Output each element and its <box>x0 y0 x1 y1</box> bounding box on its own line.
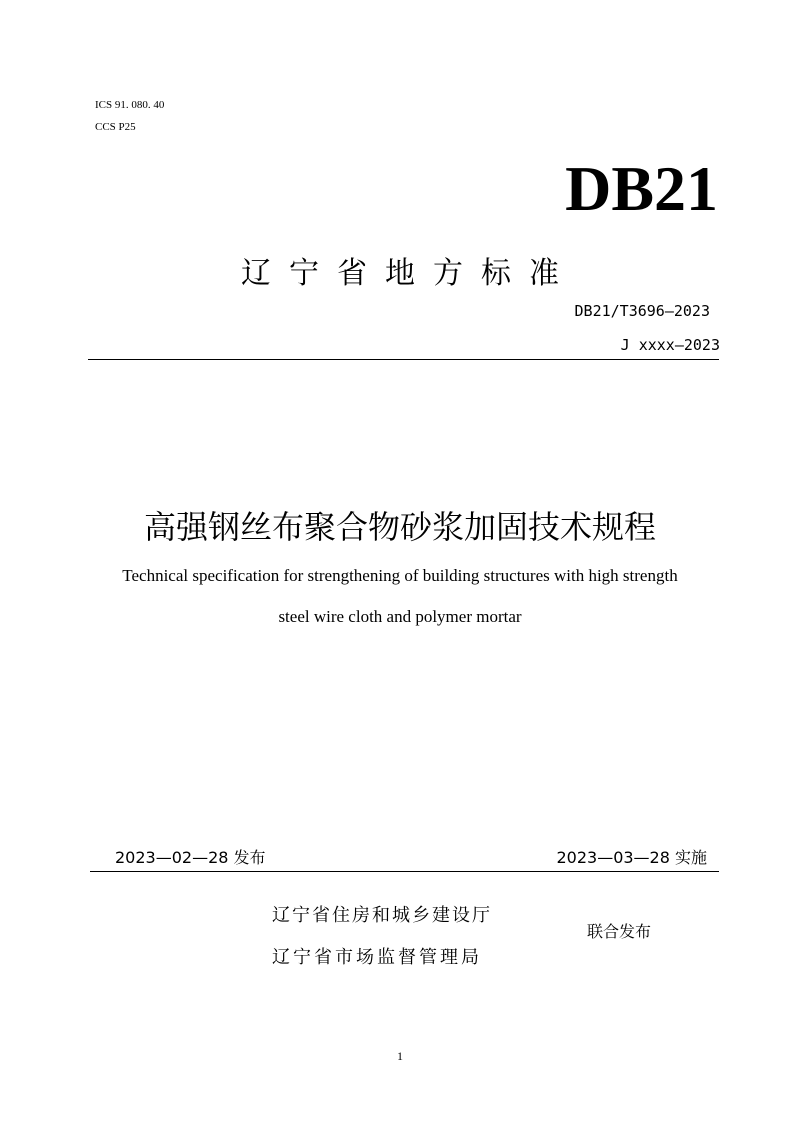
page-number: 1 <box>397 1049 403 1063</box>
footer-divider <box>90 871 719 872</box>
document-title-chinese: 高强钢丝布聚合物砂浆加固技术规程 <box>143 508 656 546</box>
document-title-english-line2: steel wire cloth and polymer mortar <box>278 607 522 626</box>
ics-code: ICS 91. 080. 40 <box>95 99 165 111</box>
implementation-date: 2023—03—28 实施 <box>556 848 707 867</box>
header-divider <box>88 359 719 360</box>
standard-type-title: 辽宁省地方标准 <box>241 256 577 291</box>
standard-code: DB21 <box>565 153 718 224</box>
issuer-housing-department: 辽宁省住房和城乡建设厅 <box>272 905 492 926</box>
issue-date: 2023—02—28 发布 <box>115 848 266 867</box>
document-number: DB21/T3696—2023 <box>574 302 710 320</box>
record-number: J xxxx—2023 <box>620 336 720 354</box>
issuer-market-supervision-bureau: 辽宁省市场监督管理局 <box>272 947 482 968</box>
ccs-code: CCS P25 <box>95 121 136 133</box>
joint-issue-label: 联合发布 <box>587 922 652 941</box>
document-title-english-line1: Technical specification for strengthening of building structures with high strength <box>122 566 678 585</box>
